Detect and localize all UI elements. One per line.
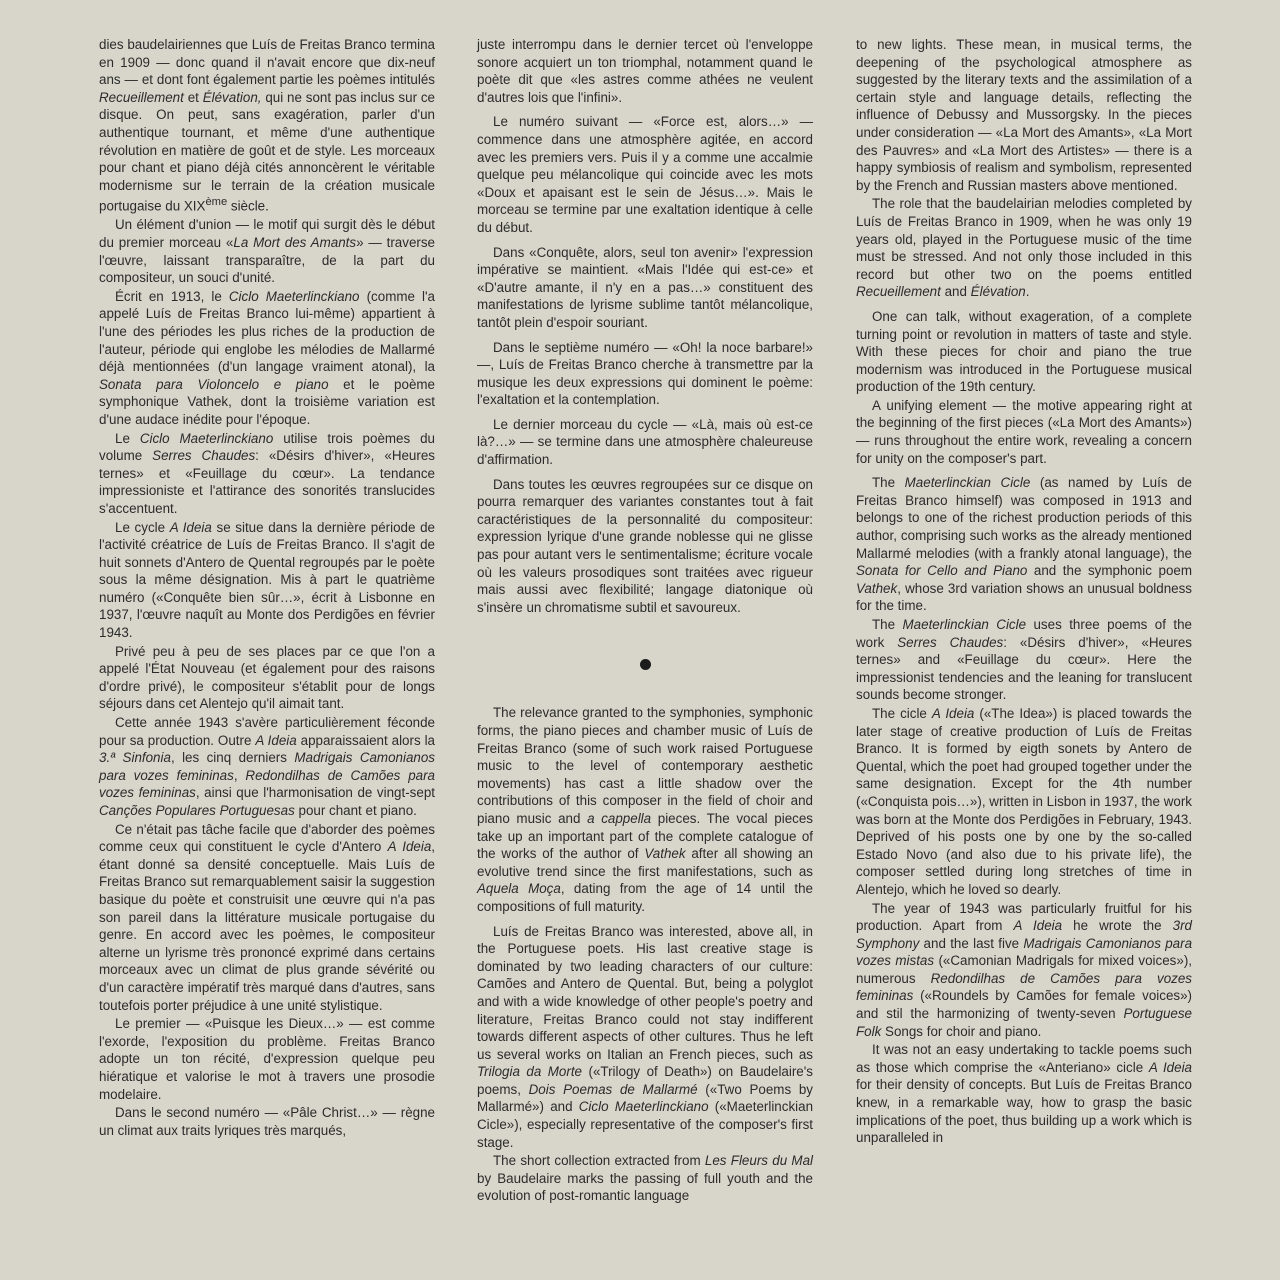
paragraph: Cette année 1943 s'avère particulièrement féconde pour sa production. Outre A Ideia apparaissaient alors la 3.ª Sinfonia, les cinq derniers Madrigais Camonianos para vozes femininas, Redondilhas de Camões para vozes femininas, ainsi que l'harmonisation de vingt-sept Canções Populares Portuguesas pour chant et piano. [99,715,435,818]
text-column-2 [477,36,813,1206]
paragraph: One can talk, without exageration, of a complete turning point or revolution in matters of taste and style. With these pieces for choir and piano the true modernism was introduced in the Portuguese musical production of the 19th century. [856,308,1192,395]
paragraph: Dans «Conquête, alors, seul ton avenir» l'expression impérative se maintient. «Mais l'Idée qui est-ce» et «D'autre amante, il n'y en a pas…» constituent des manifestations de lyrisme sublime tantôt mélancolique, tantôt plein d'espoir souriant. [477,244,813,330]
paragraph: The Maeterlinckian Cicle uses three poems of the work Serres Chaudes: «Désirs d'hiver», «Heures ternes» and «Feuillage du cœur». Here the impressionist tendencies and the leaning for translucent sounds become stronger. [856,617,1192,703]
paragraph: The role that the baudelairian melodies completed by Luís de Freitas Branco in 1909, when he was only 19 years old, played in the Portuguese music of the time must be stressed. And not only those included in this record but other two on the poems entitled Recueillement and Élévation. [856,196,1192,300]
paragraph: Dans toutes les œuvres regroupées sur ce disque on pourra remarquer des variantes constantes tout à fait caractéristiques de la personnalité du compositeur: expression lyrique d'une grande noblesse qui ne glisse pas pour autant vers le sentimentalisme; écriture vocale où les valeurs prosodiques sont traitées avec rigueur mais aussi avec flexibilité; langage diatonique où s'insère un chromatisme subtil et savoureux. [477,476,813,615]
paragraph: Le premier — «Puisque les Dieux…» — est comme l'exorde, l'exposition du problème. Freitas Branco adopte un ton récité, d'expression quelque peu hiératique et valorise le mot à travers une prosodie modelaire. [99,1016,435,1102]
paragraph: Le Ciclo Maeterlinckiano utilise trois poèmes du volume Serres Chaudes: «Désirs d'hiver», «Heures ternes» et «Feuillage du cœur». La tendance impressioniste et l'attirance des sonorités translucides s'accentuent. [99,430,435,516]
paragraph: The short collection extracted from Les Fleurs du Mal by Baudelaire marks the passing of full youth and the evolution of post-romantic language [477,1153,813,1204]
paragraph: The cicle A Ideia («The Idea») is placed towards the later stage of creative production of Luís de Freitas Branco. It is formed by eigth sonets by Antero de Quental, which the poet had grouped together under the same designation. Except for the 4th number («Conquista pois…»), written in Lisbon in 1937, the work was born at the Monte dos Perdigões in February, 1943. Deprived of his posts one by one by the so-called Estado Novo (and also due to his private life), the composer settled during long stretches of time in Alentejo, which he loved so dearly. [856,705,1192,897]
paragraph: The year of 1943 was particularly fruitful for his production. Apart from A Ideia he wrote the 3rd Symphony and the last five Madrigais Camonianos para vozes mistas («Camonian Madrigals for mixed voices»), numerous Redondilhas de Camões para vozes femininas («Roundels by Camões for female voices») and stil the harmonizing of twenty-seven Portuguese Folk Songs for choir and piano. [856,900,1193,1039]
paragraph: Dans le second numéro — «Pâle Christ…» — règne un climat aux traits lyriques très marqués, [99,1105,435,1138]
paragraph: Luís de Freitas Branco was interested, above all, in the Portuguese poets. His last creative stage is dominated by two leading characters of our culture: Camões and Antero de Quental. But, being a polyglot and with a wide knowledge of other people's poetry and literature, Freitas Branco could not stay indifferent towards different aspects of other cultures. Thus he left us several works on Italian an French pieces, such as Trilogia da Morte («Trilogy of Death») on Baudelaire's poems, Dois Poemas de Mallarmé («Two Poems by Mallarmé») and Ciclo Maeterlinckiano («Maeterlinckian Cicle»), especially representative of the composer's first stage. [477,923,814,1150]
paragraph: The relevance granted to the symphonies, symphonic forms, the piano pieces and chamber music of Luís de Freitas Branco (some of such work raised Portuguese music to the level of contemporary aesthetic movements) has cast a little shadow over the contributions of this composer in the field of choir and piano music and a cappella pieces. The vocal pieces take up an important part of the complete catalogue of the works of the author of Vathek after all showing an evolutive trend since the first manifestations, such as Aquela Moça, dating from the age of 14 until the compositions of full maturity. [477,705,813,914]
paragraph: Un élément d'union — le motif qui surgit dès le début du premier morceau «La Mort des Amants» — traverse l'œuvre, laissant transparaître, de la part du compositeur, un souci d'unité. [99,217,435,286]
paragraph: A unifying element — the motive appearing right at the beginning of the first pieces («La Mort des Amants») — runs throughout the entire work, revealing a concern for unity on the composer's part. [856,397,1192,466]
paragraph: Ce n'était pas tâche facile que d'aborder des poèmes comme ceux qui constituent le cycle d'Antero A Ideia, étant donné sa densité conceptuelle. Mais Luís de Freitas Branco sut remarquablement saisir la suggestion basique du poète et construisit une œuvre qui n'a pas son pareil dans la littérature musicale portugaise du genre. En accord avec les poèmes, le compositeur alterne un lyrisme très prononcé exprimé dans certains morceaux avec un climat de plus grande sévérité ou d'un caractère impératif très marqué dans d'autres, sans toutefois porter préjudice à une unité stylistique. [99,821,435,1013]
bullet-dot-icon [640,659,651,670]
paragraph: Écrit en 1913, le Ciclo Maeterlinckiano (comme l'a appelé Luís de Freitas Branco lui-même) appartient à l'une des périodes les plus riches de la production de l'auteur, période qui englobe les mélodies de Mallarmé déjà mentionnées (d'un langage vraiment atonal), la Sonata para Violoncelo e piano et le poème symphonique Vathek, dont la troisième variation est d'une audace inédite pour l'époque. [99,288,435,427]
paragraph: to new lights. These mean, in musical terms, the deepening of the psychological atmosphere as suggested by the literary texts and the assimilation of a certain style and language details, reflecting the influence of Debussy and Mussorgsky. In the pieces under consideration — «La Mort des Amants», «La Mort des Pauvres» and «La Mort des Artistes» — there is a happy symbiosis of realism and symbolism, represented by the French and Russian masters above mentioned. [856,37,1192,193]
paragraph: Le dernier morceau du cycle — «Là, mais où est-ce là?…» — se termine dans une atmosphère chaleureuse d'affirmation. [477,416,813,468]
text-column-3 [856,36,1192,1148]
paragraph: Privé peu à peu de ses places par ce que l'on a appelé l'État Nouveau (et également pour des raisons d'ordre privé), le compositeur s'établit pour de longs séjours dans cet Alentejo qu'il aimait tant. [99,643,435,712]
paragraph: juste interrompu dans le dernier tercet où l'enveloppe sonore acquiert un ton triomphal, notamment quand le poète dit que «les astres comme athées ne veulent d'autres lois que l'infini». [477,37,813,105]
text-column-1 [99,36,435,1140]
section-separator [477,636,813,692]
paragraph: dies baudelairiennes que Luís de Freitas Branco termina en 1909 — donc quand il n'avait encore que dix-neuf ans — et dont font également partie les poèmes intitulés Recueillement et Élévation, qui ne sont pas inclus sur ce disque. On peut, sans exagération, parler d'un authentique tournant, et même d'une authentique révolution en matière de goût et de style. Les morceaux pour chant et piano déjà cités annoncèrent le véritable modernisme sur le terrain de la création musicale portugaise du XIXème siècle. [99,37,436,214]
paragraph: The Maeterlinckian Cicle (as named by Luís de Freitas Branco himself) was composed in 1913 and belongs to one of the richest production periods of this author, comprising such works as the already mentioned Mallarmé melodies (with a frankly atonal language), the Sonata for Cello and Piano and the symphonic poem Vathek, whose 3rd variation shows an unusual boldness for the time. [856,475,1192,614]
paragraph: Dans le septième numéro — «Oh! la noce barbare!» —, Luís de Freitas Branco cherche à transmettre par la musique les deux expressions qui dominent le poème: l'exaltation et la contemplation. [477,339,813,408]
paragraph: It was not an easy undertaking to tackle poems such as those which comprise the «Anteriano» cicle A Ideia for their density of concepts. But Luís de Freitas Branco knew, in a remarkable way, how to grasp the basic implications of the poet, thus building up a work which is unparalleled in [856,1042,1192,1146]
paragraph: Le cycle A Ideia se situe dans la dernière période de l'activité créatrice de Luís de Freitas Branco. Il s'agit de huit sonnets d'Antero de Quental regroupés par le poète sous la même désignation. Mis à part le quatrième numéro («Conquête bien sûr…», écrit à Lisbonne en 1937, l'œuvre naquît au Monte dos Perdigões en février 1943. [99,519,435,641]
paragraph: Le numéro suivant — «Force est, alors…» — commence dans une atmosphère agitée, en accord avec les premiers vers. Puis il y a comme une accalmie quelque peu mélancolique qui coincide avec les mots «Doux et apaisant est le sein de Jésus…». Mais le morceau se termine par une exaltation identique à celle du début. [477,114,813,235]
